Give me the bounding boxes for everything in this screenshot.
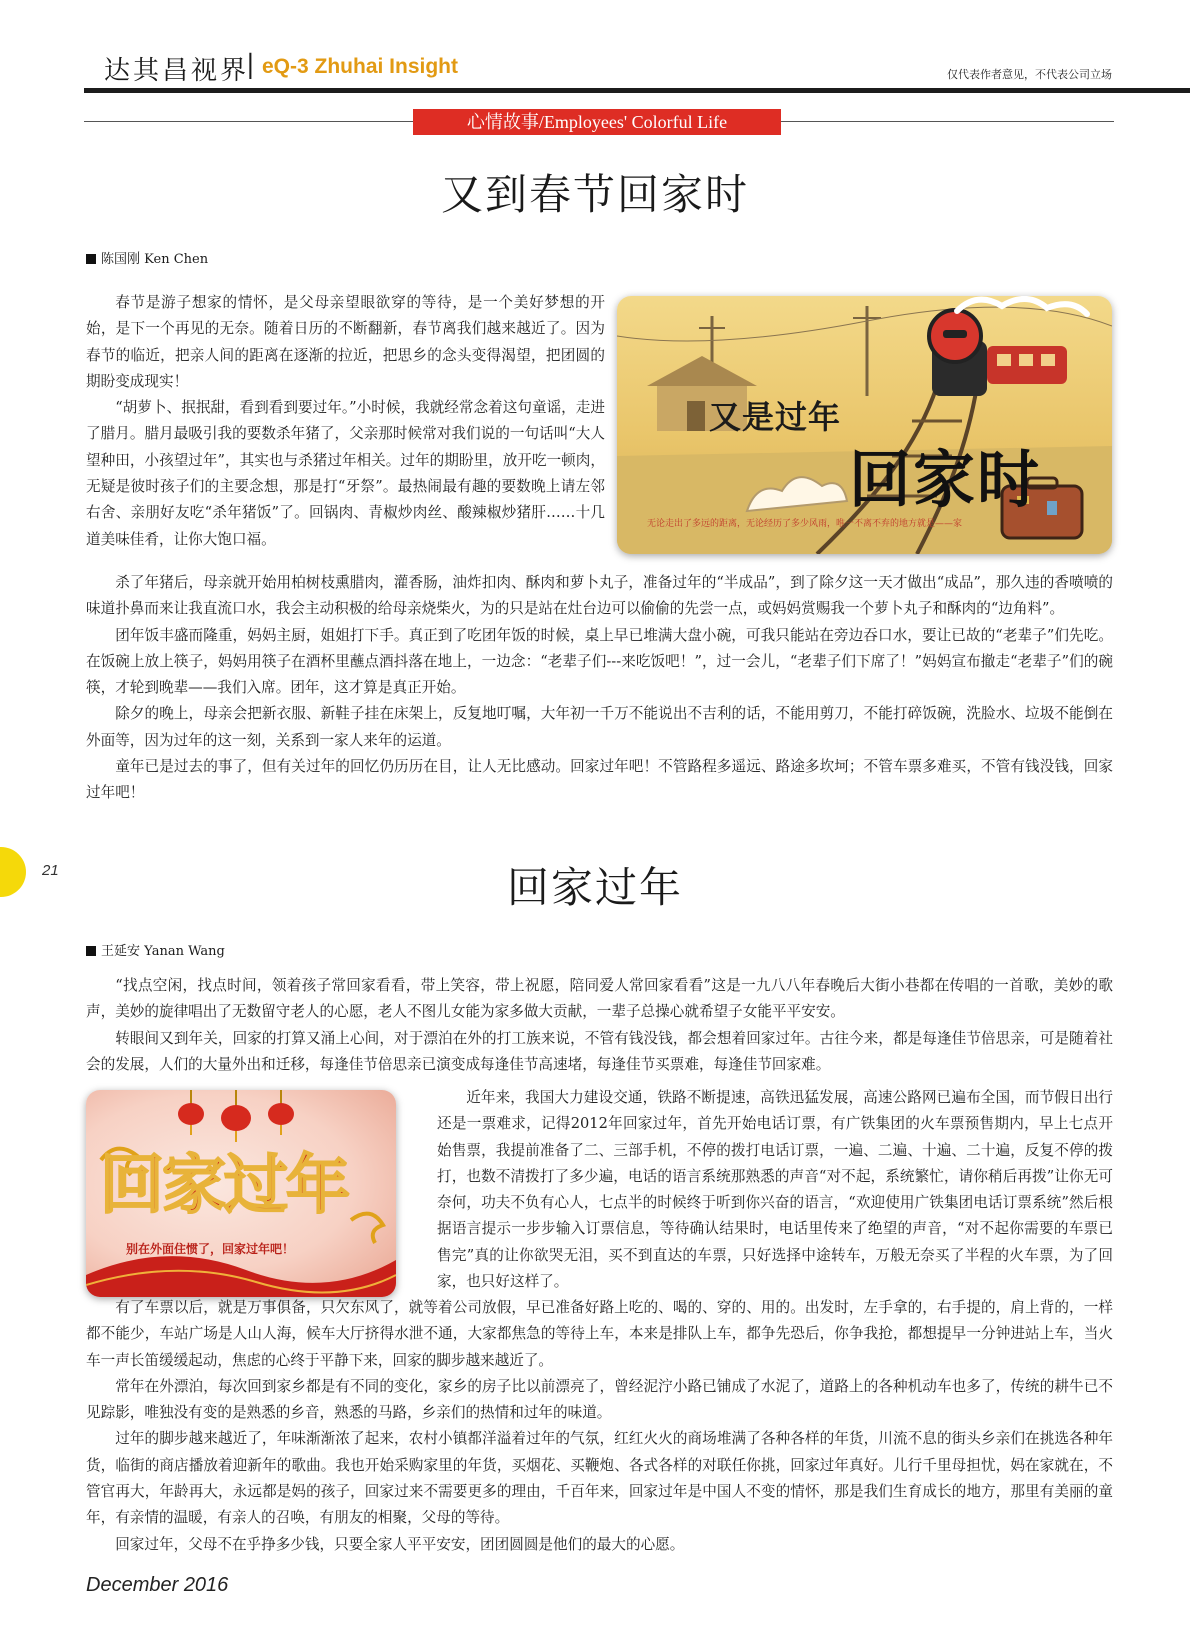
brand-chinese-name: 达其昌视界 [104, 56, 250, 86]
byline-square-icon [86, 254, 96, 264]
article-2-illustration [86, 1090, 396, 1297]
article-1-column-full [86, 570, 1113, 807]
image-headline-line-1: 又是过年 [709, 398, 842, 436]
article-2-title: 回家过年 [506, 863, 683, 912]
paragraph: 春节是游子想家的情怀，是父母亲望眼欲穿的等待，是一个美好梦想的开始，是下一个再见的无奈。随着日历的不断翻新，春节离我们越来越近了。因为春节的临近，把亲人间的距离在逐渐的拉近，把思乡的念头变得渴望，把团圆的期盼变成现实！ [86, 294, 605, 390]
paragraph: 有了车票以后，就是万事俱备，只欠东风了，就等着公司放假，早已准备好路上吃的、喝的、穿的、用的。出发时，左手拿的，右手提的，肩上背的，一样都不能少，车站广场是人山人海，候车大厅挤得水泄不通，大家都焦急的等待上车，本来是排队上车，都争先恐后，你争我抢，都想提早一分钟进站上车，当火车一声长笛缓缓起动，焦虑的心终于平静下来，回家的脚步越来越近了。 [86, 1299, 1113, 1369]
paragraph: 过年的脚步越来越近了，年味渐渐浓了起来，农村小镇都洋溢着过年的气氛，红红火火的商场堆满了各种各样的年货，川流不息的街头乡亲们在挑选各种年货，临街的商店播放着迎新年的歌曲。我也开始采购家里的年货，买烟花、买鞭炮、各式各样的对联任你挑，回家过年真好。儿行千里母担忧，妈在家就在，不管官再大，年龄再大，永远都是妈的孩子，回家过来不需要更多的理由，千百年来，回家过年是中国人不变的情怀，那是我们生育成长的地方，那里有美丽的童年，有亲情的温暖，有亲人的召唤，有朋友的相聚，父母的等待。 [86, 1430, 1113, 1527]
paragraph: “找点空闲，找点时间，领着孩子常回家看看，带上笑容，带上祝愿，陪同爱人常回家看看”这是一九八八年春晚后大街小巷都在传唱的一首歌，美妙的歌声，美妙的旋律唱出了无数留守老人的心愿，老人不图儿女能为家多做大贡献，一辈子总操心就希望子女能平平安安。 [86, 977, 1113, 1021]
brand-english-name: eQ-3 Zhuhai Insight [262, 55, 459, 78]
paragraph: 杀了年猪后，母亲就开始用柏树枝熏腊肉，灌香肠，油炸扣肉、酥肉和萝卜丸子，准备过年的“半成品”，到了除夕这一天才做出“成品”，那久违的香喷喷的味道扑鼻而来让我直流口水，我会主动积极的给母亲烧柴火，为的只是站在灶台边可以偷偷的先尝一点，或妈妈赏赐我一个萝卜丸子和酥肉的“边角料”。 [86, 574, 1113, 618]
lantern-icon [268, 1090, 294, 1135]
image-headline: 回家过年 [100, 1148, 348, 1223]
article-1-title: 又到春节回家时 [440, 170, 749, 219]
byline-square-icon [86, 946, 96, 956]
article-2-author: 王延安 Yanan Wang [101, 944, 225, 959]
paragraph: 团年饭丰盛而隆重，妈妈主厨，姐姐打下手。真正到了吃团年饭的时候，桌上早已堆满大盘小碗，可我只能站在旁边吞口水，要让已故的“老辈子”们先吃。在饭碗上放上筷子，妈妈用筷子在酒杯里蘸点酒抖落在地上，一边念：“老辈子们---来吃饭吧！”，过一会儿，“老辈子们下席了！”妈妈宣布撤走“老辈子”们的碗筷，才轮到晚辈——我们入席。团年，这才算是真正开始。 [86, 626, 1113, 697]
image-caption: 别在外面住惯了，回家过年吧！ [126, 1242, 295, 1256]
section-label: 心情故事/Employees' Colorful Life [413, 109, 781, 135]
disclaimer: 仅代表作者意见，不代表公司立场 [947, 68, 1112, 81]
page-number: 21 [42, 862, 59, 879]
article-1-author: 陈国刚 Ken Chen [101, 252, 209, 267]
header-rule [84, 88, 1190, 93]
brand-separator: | [246, 50, 255, 80]
paragraph: 回家过年，父母不在乎挣多少钱，只要全家人平平安安，团团圆圆是他们的最大的心愿。 [115, 1535, 685, 1553]
article-2-column-full [86, 1295, 1113, 1558]
paragraph: 常年在外漂泊，每次回到家乡都是有不同的变化，家乡的房子比以前漂亮了，曾经泥泞小路已铺成了水泥了，道路上的各种机动车也多了，传统的耕牛已不见踪影，唯独没有变的是熟悉的乡音，熟悉的马路，乡亲们的热情和过年的味道。 [86, 1377, 1113, 1422]
image-headline-line-2: 回家时 [849, 443, 1042, 516]
article-1-illustration [617, 296, 1112, 554]
article-1-column-wrapped [86, 290, 605, 553]
issue-date: December 2016 [86, 1574, 229, 1596]
image-caption: 无论走出了多远的距离，无论经历了多少风雨，唯一不离不弃的地方就是——家 [647, 519, 963, 529]
paragraph: 除夕的晚上，母亲会把新衣服、新鞋子挂在床架上，反复地叮嘱，大年初一千万不能说出不吉利的话，不能用剪刀，不能打碎饭碗，洗脸水、垃圾不能倒在外面等，因为过年的这一刻，关系到一家人来年的运道。 [86, 705, 1113, 749]
article-1-byline [86, 248, 208, 267]
article-2-column-top [86, 973, 1113, 1078]
paragraph: 童年已是过去的事了，但有关过年的回忆仍历历在目，让人无比感动。回家过年吧！不管路程多遥远、路途多坎坷；不管车票多难买，不管有钱没钱，回家过年吧！ [86, 758, 1113, 802]
paragraph: 转眼间又到年关，回家的打算又涌上心间，对于漂泊在外的打工族来说，不管有钱没钱，都会想着回家过年。古往今来，都是每逢佳节倍思亲，可是随着社会的发展，人们的大量外出和迁移，每逢佳节倍思亲已演变成每逢佳节高速堵，每逢佳节买票难，每逢佳节回家难。 [86, 1029, 1113, 1073]
article-2-byline [86, 940, 225, 959]
paragraph: 近年来，我国大力建设交通，铁路不断提速，高铁迅猛发展，高速公路网已遍布全国，而节假日出行还是一票难求，记得2012年回家过年，首先开始电话订票，有广铁集团的火车票预售期内，早上七点开始售票，我提前准备了二、三部手机，不停的拨打电话订票，一遍、二遍、十遍、二十遍，反复不停的拨打，也数不清拨打了多少遍，电话的语言系统那熟悉的声音“对不起，系统繁忙，请你稍后再拨”让你无可奈何，功夫不负有心人，七点半的时候终于听到你兴奋的语言，“欢迎使用广铁集团电话订票系统”然后根据语言提示一步步输入订票信息，等待确认结果时，电话里传来了绝望的声音，“对不起你需要的车票已售完”真的让你欲哭无泪，买不到直达的车票，只好选择中途转车，万般无奈买了半程的火车票，为了回家，也只好这样了。 [437, 1089, 1113, 1291]
article-2-column-right [437, 1085, 1113, 1295]
lantern-icon [178, 1090, 204, 1135]
paragraph: “胡萝卜、抿抿甜，看到看到要过年。”小时候，我就经常念着这句童谣，走进了腊月。腊月最吸引我的要数杀年猪了，父亲那时候常对我们说的一句话叫“大人望种田，小孩望过年”，其实也与杀猪过年相关。过年的期盼里，放开吃一顿肉，无疑是彼时孩子们的主要念想，那是打“牙祭”。最热闹最有趣的要数晚上请左邻右舍、亲朋好友吃“杀年猪饭”了。回锅肉、青椒炒肉丝、酸辣椒炒猪肝……十几道美味佳肴，让你大饱口福。 [86, 399, 605, 548]
